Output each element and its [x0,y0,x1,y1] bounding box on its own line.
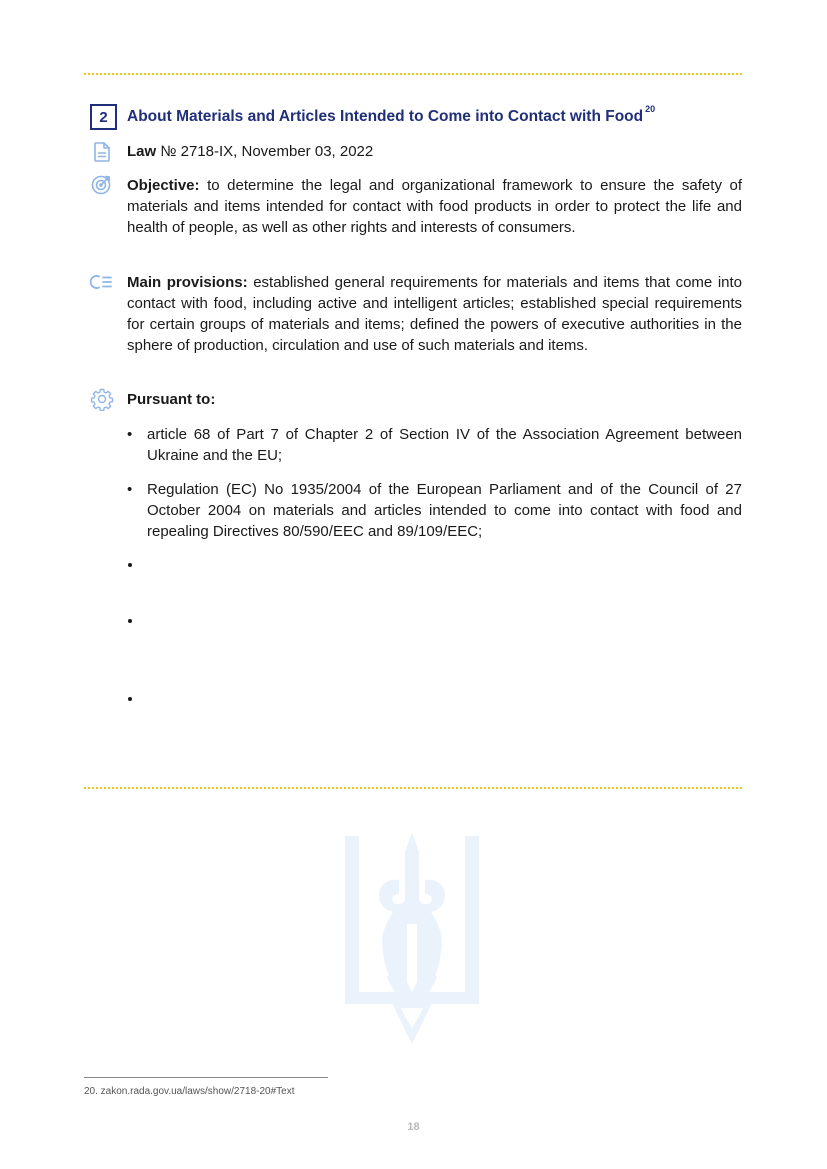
empty-bullet-marker [128,619,132,623]
gear-icon [90,387,114,411]
main-provisions-paragraph [127,272,742,356]
pursuant-heading [127,389,742,410]
bullet-marker: • [127,426,133,443]
footnote-divider [84,1077,328,1078]
objective-text: to determine the legal and organizational framework to ensure the safety of materials and items intended for contact with food products in order to protect the life and health of people, as well as other rights and interests of consumers. [127,177,742,236]
pursuant-item-1: article 68 of Part 7 of Chapter 2 of Section IV of the Association Agreement between Ukraine and the EU; [147,426,742,464]
pursuant-label: Pursuant to: [127,391,216,408]
bullet-marker: • [127,481,133,498]
target-icon [90,172,114,196]
list-icon [90,270,114,294]
main-provisions-text: established general requirements for materials and items that come into contact with food, including active and intelligent articles; established special requirements for certain groups of materials and items; defined the powers of executive authorities in the sphere of production, circulation and use of such materials and items. [127,274,743,354]
empty-bullet-marker [128,563,132,567]
top-divider [84,73,742,75]
law-line [127,141,742,162]
document-icon [90,140,114,164]
footnote-ref[interactable]: 20 [645,104,656,114]
page-number: 18 [407,1121,420,1133]
bottom-divider [84,787,742,789]
footnote-text: 20. zakon.rada.gov.ua/laws/show/2718-20#Text [84,1086,295,1097]
law-text: № 2718-IX, November 03, 2022 [160,143,374,160]
section-title-text: About Materials and Articles Intended to Come into Contact with Food [127,108,644,126]
law-label: Law [127,143,157,160]
main-provisions-label: Main provisions: [127,274,248,291]
pursuant-item-2: Regulation (EC) No 1935/2004 of the European Parliament and of the Council of 27 October 2004 on materials and articles intended to come into contact with food and repealing Directives 80/590/EEC and 89/109/EEC; [147,481,742,540]
section-title [127,104,656,126]
objective-paragraph [127,175,742,238]
empty-bullet-marker [128,697,132,701]
section-number-badge: 2 [90,104,117,130]
objective-label: Objective: [127,177,200,194]
trident-emblem [345,832,479,1044]
